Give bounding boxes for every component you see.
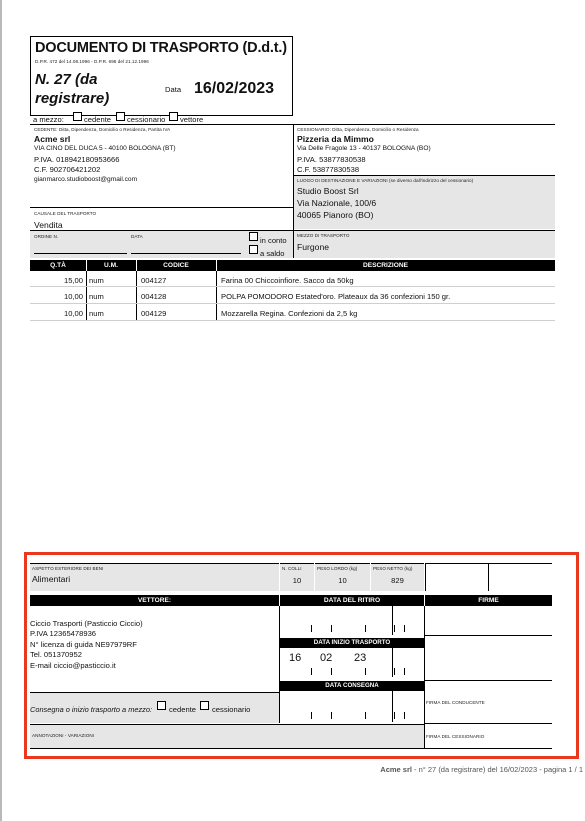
destination-line-3: 40065 Pianoro (BO)	[297, 210, 374, 220]
goods-empty-box-2	[488, 563, 552, 591]
start-date-month: 02	[320, 652, 333, 664]
parties-top-rule	[30, 124, 293, 125]
order-divider	[293, 230, 294, 258]
sender-address: VIA CINO DEL DUCA 5 - 40100 BOLOGNA (BT)	[34, 145, 176, 152]
delivery-tick	[394, 712, 395, 719]
dates-right-border	[424, 606, 425, 749]
carrier-phone: Tel. 051370952	[30, 650, 82, 659]
a-saldo-label: a saldo	[260, 249, 285, 258]
recipient-vat: P.IVA. 53877830538	[297, 155, 366, 164]
carrier-vat: P.IVA 12365478936	[30, 629, 97, 638]
transport-option-cessionario: cessionario	[127, 115, 166, 124]
item-description: Mozzarella Regina. Confezioni da 2,5 kg	[221, 309, 358, 318]
order-date-label: DATA	[131, 234, 143, 239]
signature-rule-1	[425, 635, 552, 636]
items-header-qty: Q.TÀ	[30, 261, 86, 270]
bottom-rule	[30, 748, 552, 749]
start-tick	[331, 668, 332, 675]
items-header-unit: U.M.	[86, 261, 136, 270]
order-number-label: ORDINE N.	[34, 234, 59, 239]
reason-value: Vendita	[34, 220, 63, 230]
delivery-date-divider	[392, 691, 393, 722]
item-description: Farina 00 Chiccoinfiore. Sacco da 50kg	[221, 276, 354, 285]
start-date-day: 16	[289, 652, 302, 664]
items-header-code: CODICE	[136, 261, 216, 270]
document-number: N. 27 (da registrare)	[35, 71, 110, 107]
transport-option-vettore: vettore	[180, 115, 204, 124]
start-date-header: DATA INIZIO TRASPORTO	[280, 638, 424, 648]
order-number-rule	[34, 253, 127, 254]
checkbox-vettore[interactable]	[169, 112, 178, 121]
transport-by-label: a mezzo:	[33, 115, 64, 124]
start-tick	[365, 668, 366, 675]
goods-appearance-value: Alimentari	[32, 574, 71, 584]
items-header-sep-2	[136, 260, 137, 271]
carrier-license: N° licenza di guida NE97979RF	[30, 640, 137, 649]
dates-left-border	[279, 606, 280, 723]
item-code: 004128	[141, 292, 167, 301]
recipient-address: Via Delle Fragole 13 - 40137 BOLOGNA (BO)	[297, 145, 431, 152]
net-weight-label: PESO NETTO (kg)	[373, 566, 413, 571]
items-header-sep-3	[216, 260, 217, 271]
carrier-name: Ciccio Trasporti (Pasticcio Ciccio)	[30, 619, 143, 628]
items-header-sep-1	[86, 260, 87, 271]
page-left-edge	[0, 0, 2, 821]
pickup-tick	[311, 625, 312, 632]
items-header-description: DESCRIZIONE	[216, 261, 555, 270]
pickup-tick	[404, 625, 405, 632]
start-tick	[311, 668, 312, 675]
delivery-tick	[331, 712, 332, 719]
start-tick	[394, 668, 395, 675]
delivery-tick	[311, 712, 312, 719]
pickup-tick	[331, 625, 332, 632]
recipient-label: CESSIONARIO: Ditta, Dipendenza, Domicilio o Residenza	[297, 127, 419, 132]
delivery-tick	[365, 712, 366, 719]
date-label: Data	[165, 85, 182, 94]
recipient-top-rule	[293, 124, 555, 125]
pickup-date-header: DATA DEL RITIRO	[280, 595, 424, 606]
pickup-date-divider	[392, 606, 393, 635]
carrier-header: VETTORE:	[30, 595, 279, 606]
destination-label: LUOGO DI DESTINAZIONE E VARIAZIONI (se diverso dall'indirizzo del cessionario)	[297, 178, 474, 183]
item-description: POLPA POMODORO Estated'oro. Plateaux da 36 confezioni 150 gr.	[221, 292, 451, 301]
delivery-by-label: Consegna o inizio trasporto a mezzo:	[30, 705, 153, 714]
transport-option-cedente: cedente	[84, 115, 112, 124]
notes-label: ANNOTAZIONI - VARIAZIONI	[32, 733, 95, 738]
vehicle-value: Furgone	[297, 242, 330, 252]
goods-appearance-label: ASPETTO ESTERIORE DEI BENI	[32, 566, 104, 571]
packages-label: N. COLLI	[282, 566, 302, 571]
recipient-signature-label: FIRMA DEL CESSIONARIO	[426, 734, 485, 739]
in-conto-label: in conto	[260, 236, 287, 245]
vehicle-label: MEZZO DI TRASPORTO	[297, 233, 350, 238]
checkbox-a-saldo[interactable]	[249, 245, 258, 254]
gross-weight-label: PESO LORDO (kg)	[317, 566, 358, 571]
sender-email: gianmarco.studioboost@gmail.com	[34, 176, 138, 183]
driver-signature-label: FIRMA DEL CONDUCENTE	[426, 700, 485, 705]
checkbox-delivery-cedente[interactable]	[157, 701, 166, 710]
start-date-year: 23	[354, 652, 367, 664]
item-qty: 15,00	[63, 276, 83, 285]
reason-top-rule	[30, 207, 293, 208]
delivery-date-header: DATA CONSEGNA	[280, 681, 424, 691]
delivery-tick	[404, 712, 405, 719]
signatures-header: FIRME	[425, 595, 552, 606]
recipient-tax-code: C.F. 53877830538	[297, 165, 360, 174]
signature-rule-2	[425, 680, 552, 681]
pickup-tick	[365, 625, 366, 632]
decree-reference: D.P.R. 472 del 14.08.1996 - D.P.R. 696 del 21.12.1996	[35, 59, 149, 64]
sender-name: Acme srl	[34, 134, 71, 144]
signature-rule-3	[425, 723, 552, 724]
checkbox-cessionario[interactable]	[116, 112, 125, 121]
sender-vat: P.IVA. 018942180953666	[34, 155, 120, 164]
item-code: 004129	[141, 309, 167, 318]
destination-line-1: Studio Boost Srl	[297, 186, 359, 196]
item-unit: num	[89, 309, 104, 318]
footer-company: Acme srl	[380, 765, 412, 774]
document-date: 16/02/2023	[194, 80, 275, 97]
delivery-option-cedente: cedente	[169, 705, 197, 714]
start-date-divider	[392, 648, 393, 677]
goods-empty-box-1	[425, 563, 488, 591]
checkbox-in-conto[interactable]	[249, 232, 258, 241]
item-unit: num	[89, 292, 104, 301]
item-unit: num	[89, 276, 104, 285]
sender-tax-code: C.F. 902706421202	[34, 165, 101, 174]
sender-label: CEDENTE: Ditta, Dipendenza, Domicilio o Residenza, Partita IVA	[34, 127, 171, 132]
start-tick	[404, 668, 405, 675]
page-footer	[380, 765, 583, 774]
item-qty: 10,00	[63, 309, 83, 318]
gross-weight-value: 10	[338, 576, 347, 585]
destination-line-2: Via Nazionale, 100/6	[297, 198, 377, 208]
item-qty: 10,00	[63, 292, 83, 301]
checkbox-delivery-cessionario[interactable]	[200, 701, 209, 710]
checkbox-cedente[interactable]	[73, 112, 82, 121]
reason-label: CAUSALE DEL TRASPORTO	[34, 211, 97, 216]
net-weight-value: 829	[391, 576, 404, 585]
recipient-name: Pizzeria da Mimmo	[297, 134, 374, 144]
footer-text: - n° 27 (da registrare) del 16/02/2023 - pagina 1 / 1	[411, 765, 583, 774]
delivery-option-cessionario: cessionario	[212, 705, 251, 714]
pickup-tick	[394, 625, 395, 632]
order-date-rule	[131, 253, 241, 254]
item-code: 004127	[141, 276, 167, 285]
document-title: DOCUMENTO DI TRASPORTO (D.d.t.)	[35, 40, 287, 56]
carrier-email: E-mail ciccio@pasticcio.it	[30, 661, 116, 670]
packages-value: 10	[292, 576, 302, 585]
